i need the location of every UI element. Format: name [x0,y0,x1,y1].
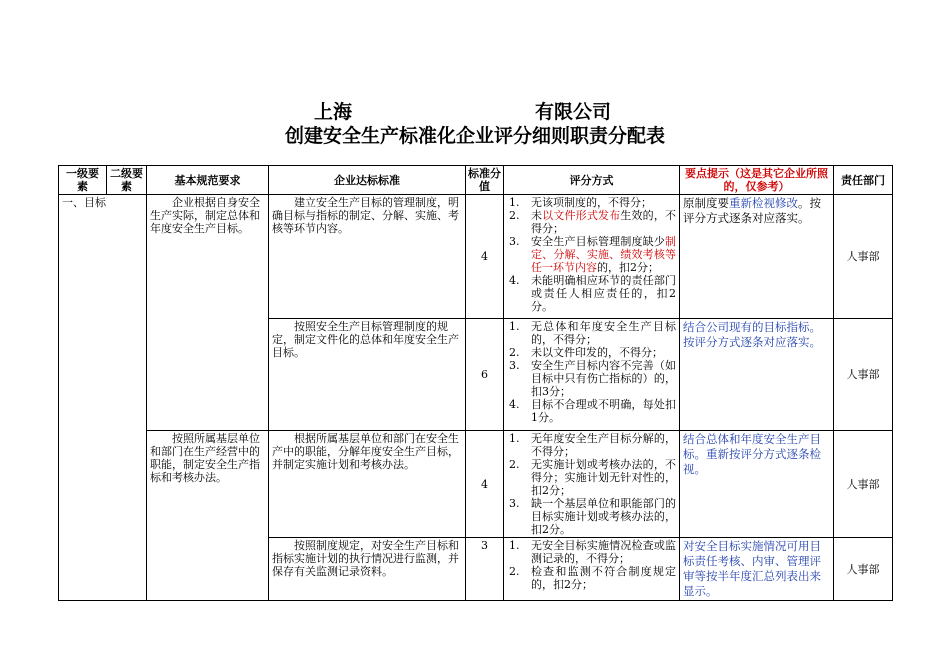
table-row [59,195,893,319]
scoring-item [507,209,676,235]
scoring-item-text: 目标不合理或不明确，每处扣1分。 [531,398,676,424]
scoring-item [507,235,676,274]
key-tip-text: 原制度要 [683,196,729,210]
scoring-item-text: 的，扣2分； [597,261,659,274]
score-cell: 4 [466,431,504,538]
scoring-item-text: 无安全目标实施情况检查或监测记录的，不得分； [531,539,676,565]
scoring-method-cell [504,319,680,431]
scoring-item [507,497,676,536]
scoring-item [507,565,676,591]
scoring-item-number: 1. [509,432,520,445]
scoring-item-text: 安全生产目标内容不完善（如目标中只有伤亡指标的）的，扣3分； [531,359,676,398]
basic-requirement-cell: 按照所属基层单位和部门在生产经营中的职能，制定安全生产指标和考核办法。 [147,431,269,601]
document-title: 创建安全生产标准化企业评分细则职责分配表 [284,125,665,147]
scoring-item-text: 无实施计划或考核办法的，不得分；实施计划无针对性的，扣2分； [531,458,676,497]
scoring-item-text: 以文件形式发布 [542,209,621,222]
scoring-item-number: 2. [509,346,520,359]
key-tips-cell [680,319,834,431]
table-header-row [59,166,893,195]
header-score: 标准分值 [466,166,504,195]
scoring-item-number: 1. [509,539,520,552]
department-cell: 人事部 [834,431,893,538]
header-scoring-method: 评分方式 [504,166,680,195]
scoring-item [507,359,676,398]
level1-cell: 一、目标 [59,195,147,601]
scoring-item-number: 2. [509,565,520,578]
scoring-method-cell [504,195,680,319]
scoring-item-text: 无年度安全生产目标分解的，不得分； [531,432,676,458]
scoring-item [507,398,676,424]
header-key-tips: 要点提示（这是其它企业所照的，仅参考） [680,166,834,195]
scoring-item-text: 无该项制度的，不得分； [531,196,652,209]
scoring-item-text: 无总体和年度安全生产目标的，不得分； [531,320,676,346]
scoring-method-cell [504,538,680,601]
scoring-item [507,432,676,458]
scoring-item [507,320,676,346]
header-standard: 企业达标标准 [269,166,466,195]
standard-cell: 建立安全生产目标的管理制度，明确目标与指标的制定、分解、实施、考核等环节内容。 [269,195,466,319]
key-tip-text: 。按评分方式逐条对应落实。 [683,196,821,225]
header-responsible-dept: 责任部门 [834,166,893,195]
scoring-item-number: 1. [509,320,520,333]
scoring-item [507,539,676,565]
scoring-item-text: 检查和监测不符合制度规定的，扣2分； [531,565,676,591]
scoring-item [507,274,676,313]
department-cell: 人事部 [834,538,893,601]
standard-cell: 按照制度规定，对安全生产目标和指标实施计划的执行情况进行监测，并保存有关监测记录资料。 [269,538,466,601]
scoring-item [507,346,676,359]
score-cell: 6 [466,319,504,431]
scoring-item [507,196,676,209]
key-tip-text: 对安全目标实施情况可用目标责任考核、内审、管理评审等按半年度汇总列表出来显示。 [683,539,821,598]
score-cell: 3 [466,538,504,601]
scoring-item-number: 4. [509,274,520,287]
table-row [59,431,893,538]
scoring-item-number: 2. [509,458,520,471]
score-cell: 4 [466,195,504,319]
scoring-item [507,458,676,497]
scoring-method-cell [504,431,680,538]
scoring-item-number: 3. [509,235,520,248]
key-tips-cell [680,538,834,601]
title-company-suffix: 有限公司 [535,101,612,123]
key-tip-text: 结合总体和年度安全生产目标。重新按评分方式逐条检视。 [683,432,821,476]
key-tip-text: 重新检视修改 [729,196,798,210]
scoring-item-number: 2. [509,209,520,222]
scoring-item-text: 未 [531,209,543,222]
title-city: 上海 [314,101,353,123]
standard-cell: 按照安全生产目标管理制度的规定，制定文件化的总体和年度安全生产目标。 [269,319,466,431]
scoring-item-text: 未能明确相应环节的责任部门或责任人相应责任的，扣2分。 [531,274,676,313]
scoring-item-number: 3. [509,359,520,372]
standard-cell: 根据所属基层单位和部门在安全生产中的职能，分解年度安全生产目标，并制定实施计划和考核办法。 [269,431,466,538]
scoring-item-text: 未以文件印发的，不得分； [531,346,663,359]
responsibility-table [58,165,893,601]
scoring-item-text: 缺一个基层单位和职能部门的目标实施计划或考核办法的，扣2分。 [531,497,676,536]
header-level2: 二级要素 [107,166,147,195]
document-title-company [0,97,950,121]
scoring-item-number: 4. [509,398,520,411]
key-tips-cell [680,431,834,538]
scoring-item-number: 1. [509,196,520,209]
scoring-item-text: 安全生产目标管理制度缺少 [531,235,665,248]
scoring-item-text: 生效的，不得分； [531,209,677,235]
key-tip-text: 结合公司现有的目标指标。按评分方式逐条对应落实。 [683,320,821,349]
department-cell: 人事部 [834,319,893,431]
department-cell: 人事部 [834,195,893,319]
scoring-item-number: 3. [509,497,520,510]
scoring-item-text: 制定、分解、实施、绩效考核等任一环节内容 [531,235,676,274]
header-basic-requirement: 基本规范要求 [147,166,269,195]
header-level1: 一级要素 [59,166,107,195]
key-tips-cell [680,195,834,319]
basic-requirement-cell: 企业根据自身安全生产实际，制定总体和年度安全生产目标。 [147,195,269,431]
